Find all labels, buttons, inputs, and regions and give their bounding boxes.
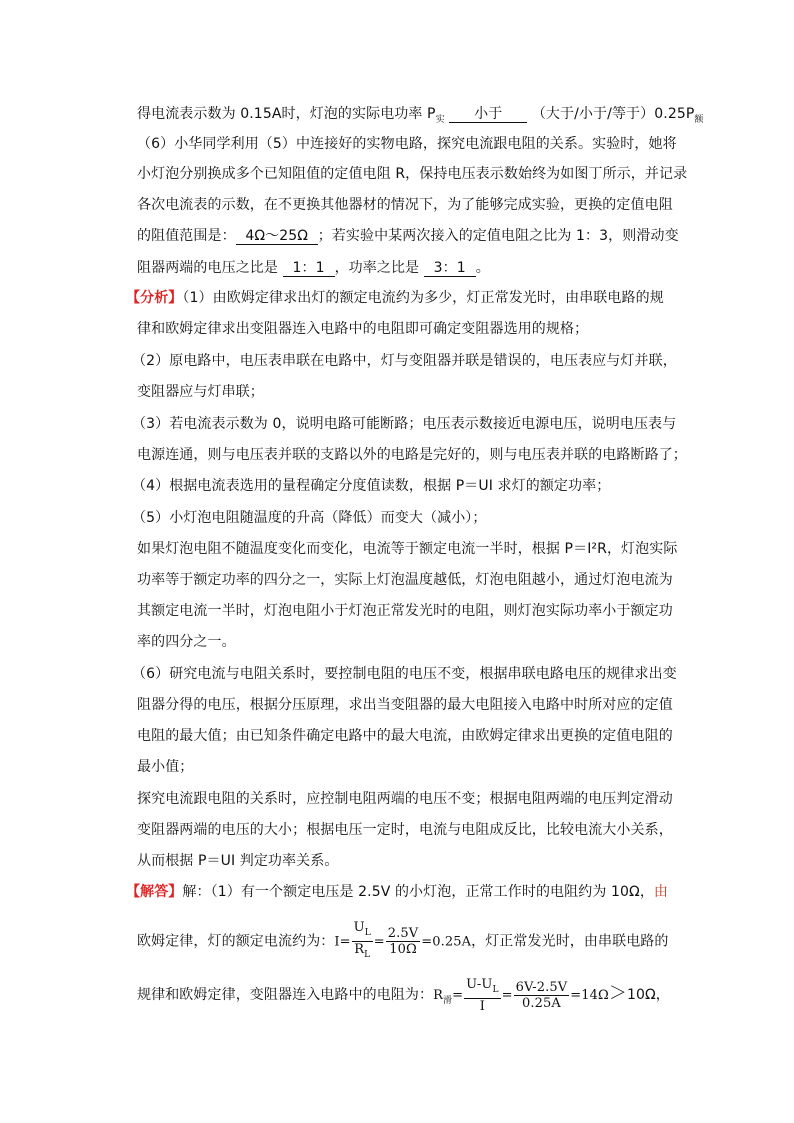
formula-current-values: $\frac{2.5V}{10\Omega}$ [387, 926, 419, 957]
text-line-3: 小灯泡分别换成多个已知阻值的定值电阻 R，保持电压表示数始终为如图丁所示，并记录 [137, 166, 688, 182]
line6-post: 。 [475, 260, 490, 276]
analysis-line-4: 变阻器应与灯串联； [137, 384, 264, 400]
analysis-line-13: （6）研究电流与电阻关系时，要控制电阻的电压不变，根据串联电路电压的规律求出变 [132, 666, 677, 682]
line28-post: 10Ω， [626, 987, 670, 1003]
formula-current-fraction: $\frac{U_L}{R_L}$ [353, 920, 371, 960]
line1-sub: 实 [435, 115, 445, 125]
text-line-5 [137, 226, 679, 246]
answer-line-3: 规律和欧姆定律，变阻器连入电路中的电阻为：$R_滑=$ $\frac{U-U_L}{I}$ = $\frac{6V-2.5V}{0.25A}$ =14Ω＞10Ω， [137, 976, 670, 1014]
analysis-line-1-text: （1）由欧姆定律求出灯的额定电流约为多少，灯正常发光时，由串联电路的规 [182, 290, 664, 306]
analysis-line-18: 变阻器两端的电压的大小；根据电压一定时，电流与电阻成反比，比较电流大小关系， [137, 822, 673, 838]
line1-pre: 得电流表示数为 0.15A时，灯泡的实际电功率 P [137, 106, 436, 122]
line1-sub2: 额 [694, 115, 704, 125]
analysis-line-2: 律和欧姆定律求出变阻器连入电路中的电阻即可确定变阻器选用的规格； [137, 321, 589, 337]
analysis-line-7: （4）根据电流表选用的量程确定分度值读数，根据 P＝UI 求灯的额定功率； [132, 478, 611, 494]
line1-mid: （大于/小于/等于）0.25P [531, 106, 695, 122]
analysis-line-16: 最小值； [137, 759, 194, 775]
analysis-line-8: （5）小灯泡电阻随温度的升高（降低）而变大（减小）； [132, 510, 487, 526]
formula-current-lhs: I [334, 934, 340, 950]
analysis-line-11: 其额定电流一半时，灯泡电阻小于灯泡正常发光时的电阻，则灯泡实际功率小于额定功 [137, 603, 673, 619]
line6-mid: ，功率之比是 [334, 260, 424, 276]
formula-resistance-fraction: $\frac{U-U_L}{I}$ [466, 976, 499, 1014]
answer-line-1 [126, 882, 668, 902]
text-line-6 [137, 258, 490, 278]
answer-blank-resistance-range: 4Ω～25Ω [236, 228, 318, 245]
line6-pre: 阻器两端的电压之比是 [137, 260, 283, 276]
analysis-line-10: 功率等于额定功率的四分之一，实际上灯泡温度越低，灯泡电阻越小，通过灯泡电流为 [137, 572, 673, 588]
analysis-line-3: （2）原电路中，电压表串联在电路中，灯与变阻器并联是错误的，电压表应与灯并联， [132, 353, 677, 369]
line28-pre: 规律和欧姆定律，变阻器连入电路中的电阻为： [137, 987, 434, 1003]
formula-resistance-lhs: $R_滑$ [433, 988, 453, 1006]
analysis-line-6: 电源连通，则与电压表并联的支路以外的电路是完好的，则与电压表并联的电路断路了； [137, 447, 687, 463]
analysis-line-1 [126, 288, 664, 308]
answer-line-1-text: 解：（1）有一个额定电压是 2.5V 的小灯泡，正常工作时的电阻约为 10Ω， [182, 884, 654, 900]
analysis-line-14: 阻器分得的电压，根据分压原理，求出当变阻器的最大电阻接入电路中时所对应的定值 [137, 697, 673, 713]
formula-resistance-values: $\frac{6V-2.5V}{0.25A}$ [515, 979, 568, 1011]
analysis-line-19: 从而根据 P＝UI 判定功率关系。 [137, 853, 339, 869]
formula-current-result: =0.25A [421, 934, 472, 950]
text-line-2: （6）小华同学利用（5）中连接好的实物电路，探究电流跟电阻的关系。实验时，她将 [137, 136, 677, 152]
analysis-tag: 【分析】 [126, 290, 183, 306]
line27-pre: 欧姆定律，灯的额定电流约为： [137, 933, 335, 950]
analysis-line-15: 电阻的最大值；由已知条件确定电路中的最大电流，由欧姆定律求出更换的定值电阻的 [137, 728, 673, 744]
analysis-line-5: （3）若电流表示数为 0，说明电路可能断路；电压表示数接近电源电压，说明电压表与 [132, 416, 677, 432]
line27-post: ，灯正常发光时，由串联电路的 [471, 933, 669, 950]
answer-tag: 【解答】 [126, 884, 183, 900]
answer-line-1-red: 由 [653, 884, 669, 900]
answer-blank-power-ratio: 3：1 [424, 260, 476, 277]
analysis-line-12: 率的四分之一。 [137, 634, 236, 650]
answer-line-2: 欧姆定律，灯的额定电流约为：I= $\frac{U_L}{R_L}$ = $\frac{2.5V}{10\Omega}$ =0.25A，灯正常发光时，由串联电路的 [137, 920, 669, 963]
answer-blank-power-compare: 小于 [449, 106, 527, 123]
greater-than-sign: ＞ [608, 983, 627, 1004]
line5-pre: 的阻值范围是： [137, 228, 236, 244]
answer-blank-voltage-ratio: 1：1 [283, 260, 335, 277]
line5-post: ；若实验中某两次接入的定值电阻之比为 1：3，则滑动变 [317, 228, 679, 244]
analysis-line-9: 如果灯泡电阻不随温度变化而变化，电流等于额定电流一半时，根据 P＝I²R，灯泡实际 [137, 541, 678, 557]
text-line-1 [137, 104, 704, 130]
analysis-line-17: 探究电流跟电阻的关系时，应控制电阻两端的电压不变；根据电阻两端的电压判定滑动 [137, 791, 673, 807]
text-line-4: 各次电流表的示数，在不更换其他器材的情况下，为了能够完成实验，更换的定值电阻 [137, 197, 673, 213]
formula-resistance-result: =14Ω [570, 988, 609, 1003]
